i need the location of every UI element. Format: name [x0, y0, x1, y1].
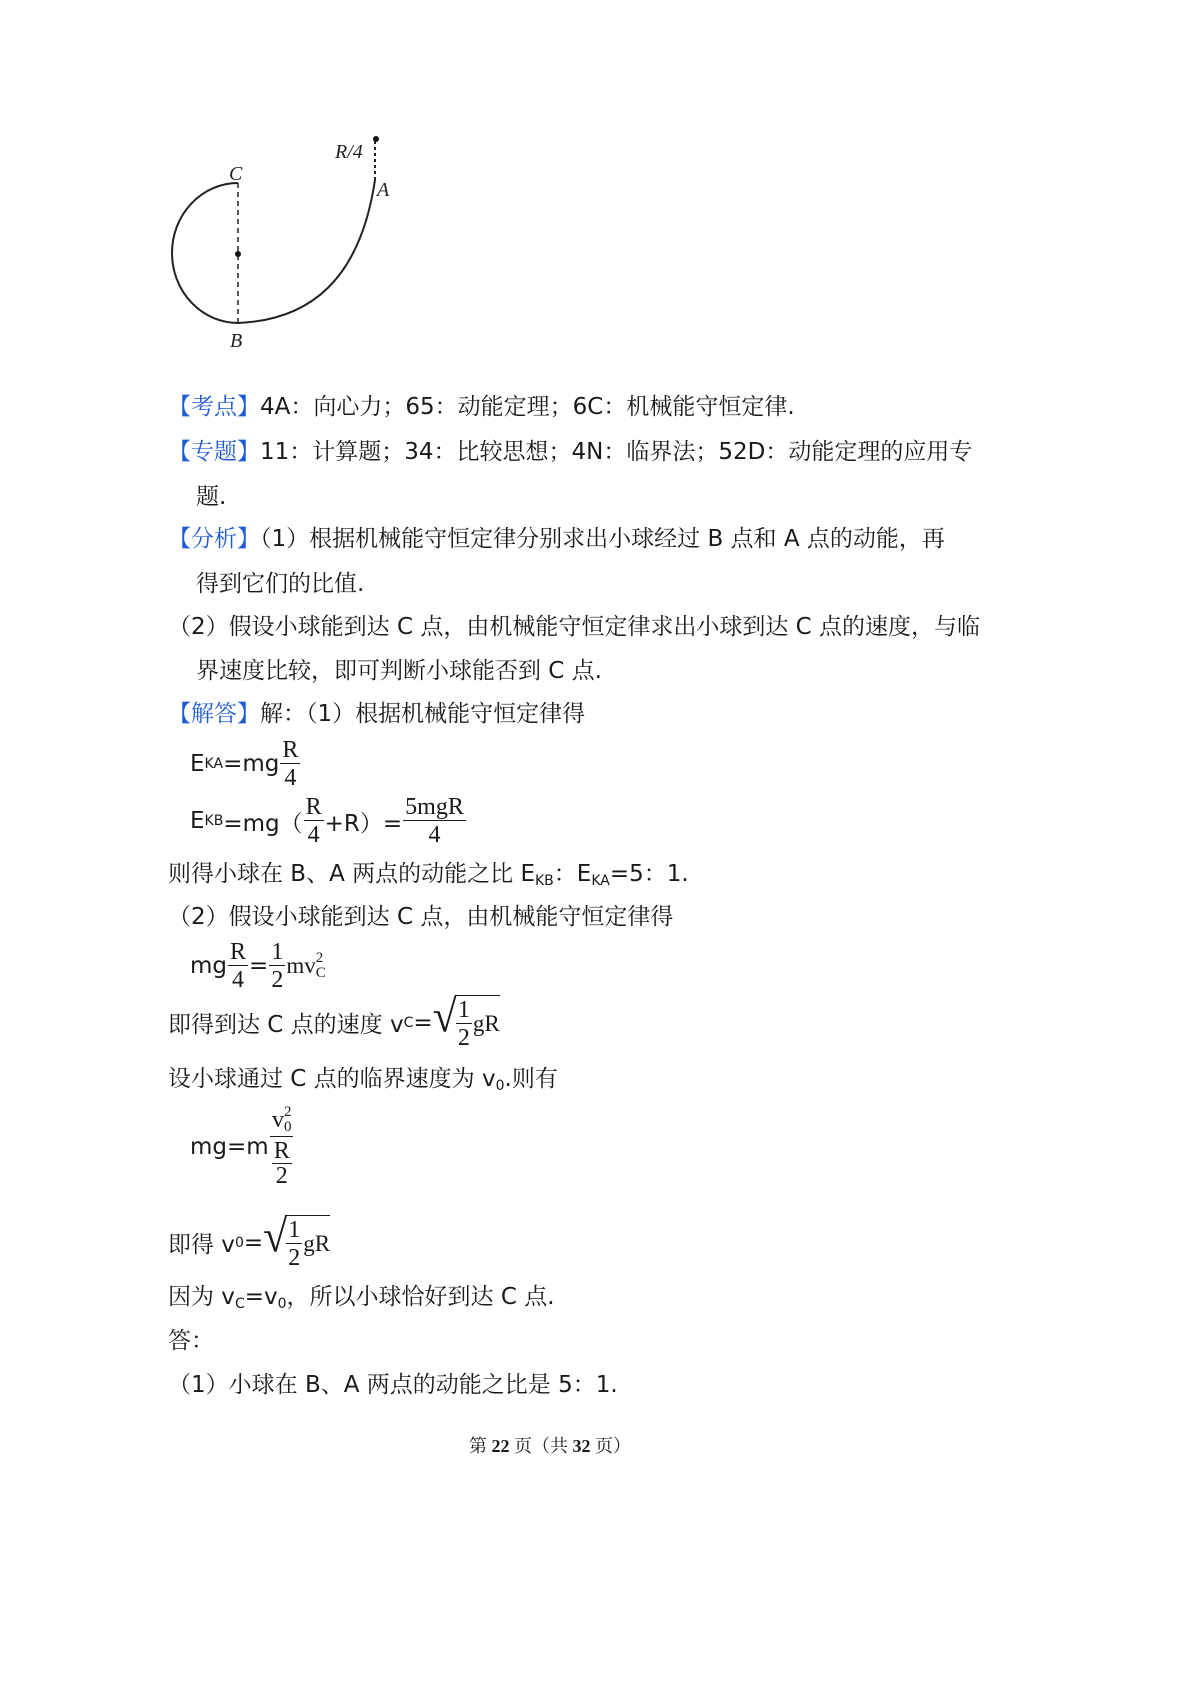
ratio-line: 则得小球在 B、A 两点的动能之比 $E_{KB}$：$E_{KA}=5$：1. [168, 861, 689, 889]
conclusion-line: 因为 $v_C=v_0$，所以小球恰好到达 C 点. [168, 1284, 555, 1312]
center-point [235, 251, 241, 257]
jieda-line [168, 695, 585, 728]
jieda-intro: 解：（1）根据机械能守恒定律得 [260, 701, 586, 727]
label-a: A [377, 179, 390, 201]
top-point [373, 136, 379, 142]
fenxi-line-1 [168, 520, 945, 553]
kaodian-line [168, 388, 795, 421]
equation-energy-c: mg $\frac{R}{4}$ = $\frac{1}{2}$ mv 2 C [190, 939, 326, 993]
equation-ekb: E KB =mg（ $\frac{R}{4}$ +R）= $\frac{\text{5mgR}}{4}$ [190, 794, 464, 848]
page-footer: 第 22 页（共 32 页） [469, 1436, 631, 1456]
label-b: B [230, 330, 243, 352]
v0-result-line: 即得 v 0 = √ $\frac{1}{2}$ gR [168, 1210, 331, 1271]
equation-centripetal: mg=m v 2 0 R 2 [190, 1104, 292, 1189]
fraction-r-over-4: $\frac{R}{4}$ [282, 737, 299, 791]
fenxi-text-1: （1）根据机械能守恒定律分别求出小球经过 B 点和 A 点的动能，再 [260, 526, 945, 552]
fenxi-line-4: 界速度比较，即可判断小球能否到 C 点. [196, 658, 602, 684]
jieda-tag: 【解答】 [168, 701, 260, 727]
page-number: 22 [491, 1436, 510, 1456]
answer-line-1: （1）小球在 B、A 两点的动能之比是 5：1. [168, 1372, 618, 1398]
kaodian-tag: 【考点】 [168, 394, 260, 420]
zhuanti-line-2: 题. [196, 484, 227, 510]
equation-eka: E KA =mg $\frac{R}{4}$ [190, 737, 299, 791]
kaodian-text: 4A：向心力；65：动能定理；6C：机械能守恒定律. [260, 394, 795, 420]
semicircle-track [172, 183, 238, 323]
sqrt-v0: √ $\frac{1}{2}$ gR [263, 1210, 331, 1271]
zhuanti-line-1 [168, 433, 972, 466]
vc-line: 即得到达 C 点的速度 v C = √ $\frac{1}{2}$ gR [168, 990, 500, 1051]
zhuanti-text-1: 11：计算题；34：比较思想；4N：临界法；52D：动能定理的应用专 [260, 439, 973, 465]
v0-definition-line: 设小球通过 C 点的临界速度为 $v_0$.则有 [168, 1066, 558, 1094]
physics-figure [160, 130, 440, 370]
fenxi-line-2: 得到它们的比值. [196, 571, 365, 597]
fenxi-tag: 【分析】 [168, 526, 260, 552]
label-r4: R/4 [335, 141, 363, 163]
page-total: 32 [572, 1436, 591, 1456]
answer-label: 答： [168, 1328, 214, 1354]
sqrt-vc: √ $\frac{1}{2}$ gR [432, 990, 500, 1051]
zhuanti-tag: 【专题】 [168, 439, 260, 465]
fenxi-line-3: （2）假设小球能到达 C 点，由机械能守恒定律求出小球到达 C 点的速度，与临 [168, 614, 980, 640]
curved-track [238, 180, 375, 323]
part2-line: （2）假设小球能到达 C 点，由机械能守恒定律得 [168, 904, 674, 930]
label-c: C [229, 163, 243, 185]
